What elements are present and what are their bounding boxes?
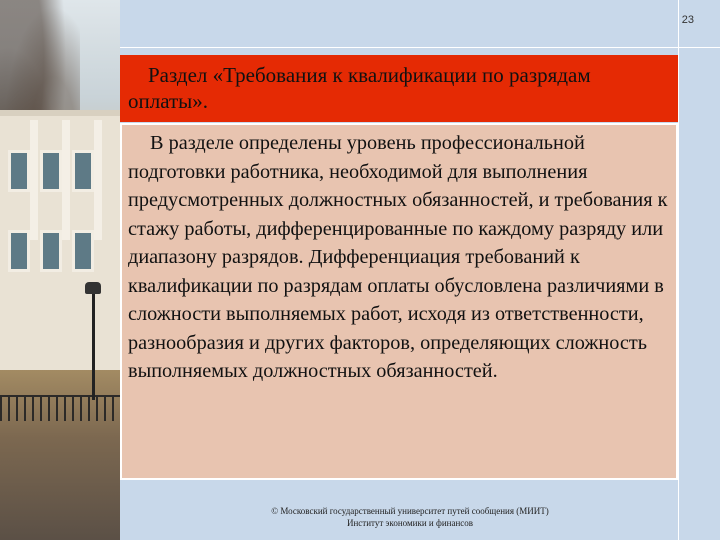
lamp-post-decoration xyxy=(92,290,95,400)
footer-institute: Институт экономики и финансов xyxy=(346,518,474,528)
window-decoration xyxy=(40,150,62,192)
fence-decoration xyxy=(0,395,120,421)
footer-copyright: © Московский государственный университет путей сообщения (МИИТ) xyxy=(271,506,549,516)
right-divider-line xyxy=(678,0,679,540)
top-divider-line xyxy=(120,47,720,48)
building-photo xyxy=(0,0,120,540)
column-decoration xyxy=(30,120,38,240)
slide-body-text: В разделе определены уровень профессиональной подготовки работника, необходимой для выполнения предусмотренных должностных обязанностей, и требования к стажу работы, дифференцированные по каждому разряду или диапазону разрядов. Дифференциация требований к квалификации по разрядам оплаты обусловлена различиями в сложности выполняемых работ, исходя из ответственности, разнообразия и других факторов, определяющих сложность выполняемых должностных обязанностей. xyxy=(120,123,678,480)
lamp-head-decoration xyxy=(85,282,101,294)
slide-footer xyxy=(120,505,700,529)
column-decoration xyxy=(62,120,70,240)
window-decoration xyxy=(40,230,62,272)
window-decoration xyxy=(72,230,94,272)
column-decoration xyxy=(94,120,102,240)
page-number: 23 xyxy=(681,14,694,26)
window-decoration xyxy=(8,230,30,272)
window-decoration xyxy=(72,150,94,192)
window-decoration xyxy=(8,150,30,192)
slide-title: Раздел «Требования к квалификации по разрядам оплаты». xyxy=(120,55,678,122)
